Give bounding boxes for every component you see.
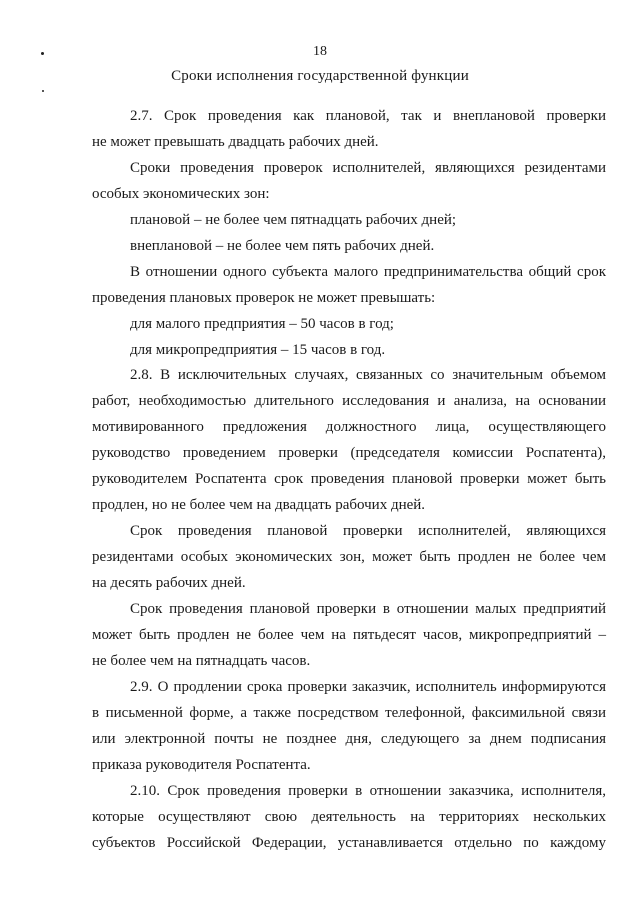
paragraph (92, 674, 606, 778)
text-line: 2.9. О продлении срока проверки заказчик, исполнитель информируются (130, 679, 606, 695)
text-line: В отношении одного субъекта малого предпринимательства общий срок (130, 264, 606, 280)
text-line: внеплановой – не более чем пять рабочих дней. (130, 238, 435, 254)
text-line: не более чем на пятнадцать часов. (92, 653, 311, 669)
text-line: резидентами особых экономических зон, может быть продлен не более чем (92, 549, 606, 565)
text-line: руководство проведением проверки (председателя комиссии Роспатента), (92, 445, 606, 461)
paragraph (92, 259, 606, 311)
text-line: 2.8. В исключительных случаях, связанных со значительным объемом (130, 367, 606, 383)
text-line: особых экономических зон: (92, 186, 270, 202)
paragraph (92, 337, 606, 363)
text-line: проведения плановых проверок не может превышать: (92, 290, 436, 306)
paragraph (92, 362, 606, 518)
text-line: приказа руководителя Роспатента. (92, 757, 311, 773)
paragraph (92, 207, 606, 233)
scan-speck (42, 90, 44, 92)
paragraph (92, 596, 606, 674)
paragraph (92, 518, 606, 596)
text-line: на десять рабочих дней. (92, 575, 246, 591)
text-line: Срок проведения плановой проверки исполнителей, являющихся (130, 523, 606, 539)
text-line: руководителем Роспатента срок проведения плановой проверки может быть (92, 471, 606, 487)
text-line: может быть продлен не более чем на пятьдесят часов, микропредприятий – (92, 627, 606, 643)
paragraph (92, 311, 606, 337)
text-line: 2.7. Срок проведения как плановой, так и внеплановой проверки (130, 108, 606, 124)
text-line: плановой – не более чем пятнадцать рабочих дней; (130, 212, 457, 228)
text-line: мотивированного предложения должностного лица, осуществляющего (92, 419, 606, 435)
text-line: или электронной почты не позднее дня, следующего за днем подписания (92, 731, 606, 747)
text-line: Сроки проведения проверок исполнителей, являющихся резидентами (130, 160, 606, 176)
paragraph (92, 778, 606, 856)
section-heading: Сроки исполнения государственной функции (171, 68, 469, 84)
text-line: не может превышать двадцать рабочих дней. (92, 134, 379, 150)
text-line: субъектов Российской Федерации, устанавливается отдельно по каждому (92, 835, 606, 851)
paragraph (92, 233, 606, 259)
text-line: которые осуществляют свою деятельность на территориях нескольких (92, 809, 606, 825)
text-line: 2.10. Срок проведения проверки в отношении заказчика, исполнителя, (130, 783, 606, 799)
text-line: в письменной форме, а также посредством телефонной, факсимильной связи (92, 705, 606, 721)
page-number: 18 (313, 44, 327, 59)
paragraph (92, 155, 606, 207)
text-line: Срок проведения плановой проверки в отношении малых предприятий (130, 601, 606, 617)
text-line: продлен, но не более чем на двадцать рабочих дней. (92, 497, 426, 513)
text-line: работ, необходимостью длительного исследования и анализа, на основании (92, 393, 606, 409)
text-line: для малого предприятия – 50 часов в год; (130, 316, 394, 332)
paragraph (92, 103, 606, 155)
text-line: для микропредприятия – 15 часов в год. (130, 342, 386, 358)
